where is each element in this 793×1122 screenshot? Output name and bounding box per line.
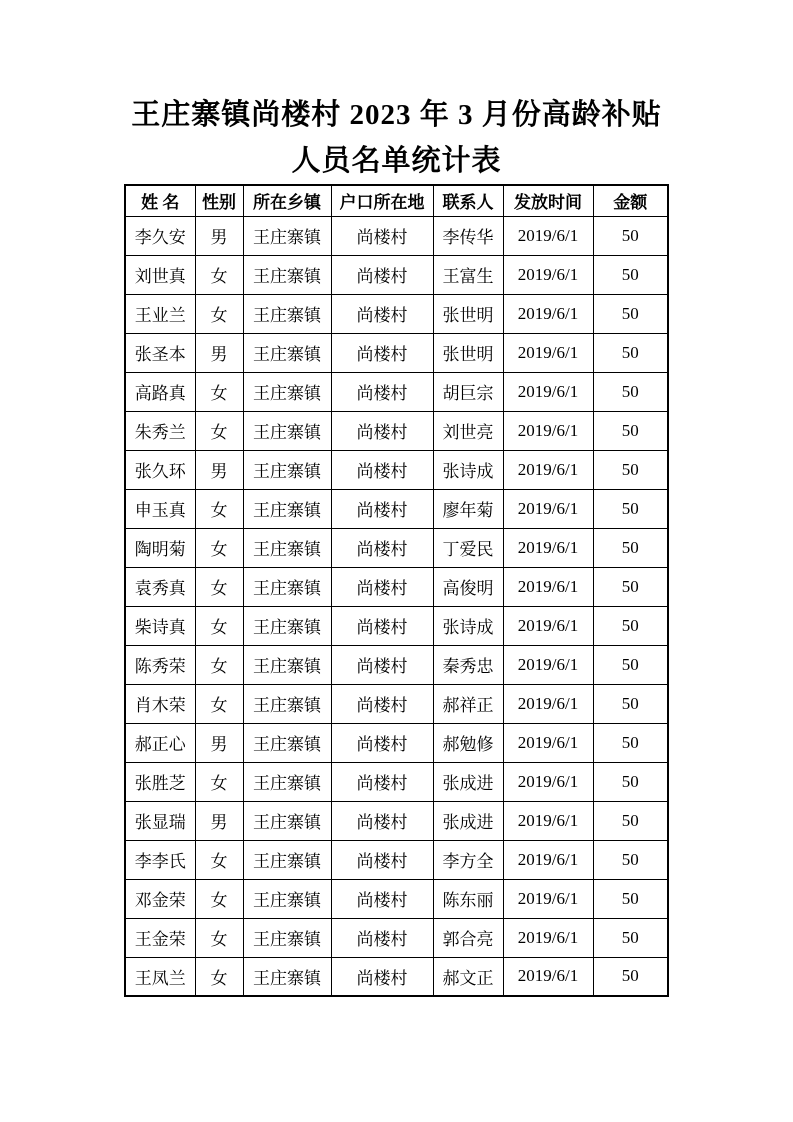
table-row [125,216,668,255]
table-cell: 尚楼村 [331,840,433,879]
table-row [125,684,668,723]
table-cell: 王庄寨镇 [243,372,331,411]
table-cell: 朱秀兰 [125,411,195,450]
column-header: 姓 名 [125,185,195,216]
table-cell: 男 [195,333,243,372]
table-cell: 王庄寨镇 [243,333,331,372]
table-cell: 2019/6/1 [503,762,593,801]
table-cell: 王庄寨镇 [243,918,331,957]
table-cell: 2019/6/1 [503,255,593,294]
column-header: 户口所在地 [331,185,433,216]
table-row [125,489,668,528]
table-cell: 尚楼村 [331,489,433,528]
table-cell: 尚楼村 [331,762,433,801]
table-cell: 郝文正 [433,957,503,996]
table-cell: 张诗成 [433,606,503,645]
table-cell: 50 [593,255,668,294]
table-row [125,411,668,450]
table-cell: 2019/6/1 [503,411,593,450]
table-cell: 50 [593,567,668,606]
table-cell: 丁爱民 [433,528,503,567]
table-cell: 女 [195,762,243,801]
table-cell: 李方全 [433,840,503,879]
table-cell: 尚楼村 [331,879,433,918]
table-cell: 50 [593,762,668,801]
table-cell: 50 [593,957,668,996]
table-cell: 男 [195,450,243,489]
document-title [0,0,793,184]
table-cell: 尚楼村 [331,294,433,333]
table-row [125,567,668,606]
table-cell: 2019/6/1 [503,372,593,411]
table-cell: 尚楼村 [331,450,433,489]
table-cell: 50 [593,879,668,918]
table-row [125,450,668,489]
table-cell: 张诗成 [433,450,503,489]
table-cell: 尚楼村 [331,723,433,762]
table-cell: 高俊明 [433,567,503,606]
table-cell: 申玉真 [125,489,195,528]
table-cell: 王庄寨镇 [243,723,331,762]
column-header: 所在乡镇 [243,185,331,216]
table-row [125,645,668,684]
table-row [125,606,668,645]
table-cell: 50 [593,372,668,411]
table-cell: 女 [195,567,243,606]
table-cell: 尚楼村 [331,216,433,255]
table-cell: 2019/6/1 [503,606,593,645]
table-cell: 张世明 [433,294,503,333]
table-cell: 女 [195,528,243,567]
table-cell: 王凤兰 [125,957,195,996]
table-cell: 郝祥正 [433,684,503,723]
table-cell: 王庄寨镇 [243,957,331,996]
table-cell: 李李氏 [125,840,195,879]
table-body [125,216,668,996]
table-cell: 张显瑞 [125,801,195,840]
column-header: 发放时间 [503,185,593,216]
table-cell: 刘世亮 [433,411,503,450]
table-row [125,333,668,372]
table-cell: 王庄寨镇 [243,216,331,255]
table-cell: 2019/6/1 [503,957,593,996]
table-cell: 50 [593,489,668,528]
table-cell: 王庄寨镇 [243,645,331,684]
table-cell: 2019/6/1 [503,528,593,567]
table-cell: 郭合亮 [433,918,503,957]
table-cell: 50 [593,645,668,684]
table-row [125,957,668,996]
table-cell: 2019/6/1 [503,489,593,528]
table-cell: 2019/6/1 [503,216,593,255]
table-cell: 男 [195,723,243,762]
table-cell: 柴诗真 [125,606,195,645]
table-row [125,294,668,333]
table-cell: 50 [593,840,668,879]
column-header: 性别 [195,185,243,216]
table-cell: 李传华 [433,216,503,255]
table-cell: 王富生 [433,255,503,294]
table-cell: 2019/6/1 [503,567,593,606]
table-cell: 王庄寨镇 [243,879,331,918]
table-cell: 女 [195,489,243,528]
table-cell: 尚楼村 [331,801,433,840]
table-cell: 王庄寨镇 [243,528,331,567]
table-cell: 女 [195,918,243,957]
table-cell: 50 [593,801,668,840]
table-cell: 王金荣 [125,918,195,957]
table-cell: 2019/6/1 [503,918,593,957]
table-cell: 女 [195,606,243,645]
table-cell: 2019/6/1 [503,684,593,723]
table-cell: 刘世真 [125,255,195,294]
table-cell: 张成进 [433,762,503,801]
table-cell: 尚楼村 [331,567,433,606]
table-cell: 50 [593,528,668,567]
table-cell: 陈东丽 [433,879,503,918]
table-cell: 50 [593,723,668,762]
table-cell: 女 [195,411,243,450]
table-cell: 2019/6/1 [503,294,593,333]
table-row [125,255,668,294]
table-row [125,723,668,762]
table-row [125,801,668,840]
table-cell: 2019/6/1 [503,333,593,372]
table-cell: 女 [195,840,243,879]
table-cell: 50 [593,606,668,645]
table-cell: 高路真 [125,372,195,411]
table-row [125,840,668,879]
table-cell: 张世明 [433,333,503,372]
table-cell: 王业兰 [125,294,195,333]
table-cell: 50 [593,333,668,372]
table-cell: 2019/6/1 [503,840,593,879]
table-cell: 王庄寨镇 [243,762,331,801]
column-header: 金额 [593,185,668,216]
table-row [125,918,668,957]
table-cell: 袁秀真 [125,567,195,606]
table-row [125,879,668,918]
table-cell: 50 [593,294,668,333]
table-cell: 张圣本 [125,333,195,372]
table-cell: 王庄寨镇 [243,255,331,294]
table-cell: 肖木荣 [125,684,195,723]
table-row [125,762,668,801]
table-cell: 王庄寨镇 [243,450,331,489]
title-line-1: 王庄寨镇尚楼村 2023 年 3 月份高龄补贴 [131,99,662,131]
table-row [125,528,668,567]
table-cell: 2019/6/1 [503,450,593,489]
table-cell: 2019/6/1 [503,879,593,918]
table-header-row [125,185,668,216]
table-cell: 女 [195,879,243,918]
table-cell: 女 [195,684,243,723]
table-cell: 王庄寨镇 [243,684,331,723]
table-cell: 尚楼村 [331,957,433,996]
table-cell: 张成进 [433,801,503,840]
table-cell: 男 [195,216,243,255]
table-cell: 女 [195,957,243,996]
table-cell: 尚楼村 [331,918,433,957]
table-cell: 郝勉修 [433,723,503,762]
table-cell: 陈秀荣 [125,645,195,684]
table-cell: 王庄寨镇 [243,489,331,528]
table-cell: 2019/6/1 [503,801,593,840]
table-cell: 尚楼村 [331,255,433,294]
table-cell: 男 [195,801,243,840]
table-row [125,372,668,411]
table-cell: 尚楼村 [331,606,433,645]
table-cell: 王庄寨镇 [243,606,331,645]
table-cell: 秦秀忠 [433,645,503,684]
table-cell: 尚楼村 [331,684,433,723]
table-cell: 女 [195,645,243,684]
table-cell: 廖年菊 [433,489,503,528]
table-cell: 尚楼村 [331,372,433,411]
table-cell: 李久安 [125,216,195,255]
table-cell: 王庄寨镇 [243,840,331,879]
table-cell: 邓金荣 [125,879,195,918]
table-cell: 尚楼村 [331,333,433,372]
column-header: 联系人 [433,185,503,216]
table-cell: 尚楼村 [331,528,433,567]
table-cell: 尚楼村 [331,645,433,684]
table-cell: 50 [593,216,668,255]
table-cell: 尚楼村 [331,411,433,450]
table-cell: 女 [195,255,243,294]
table-cell: 50 [593,918,668,957]
table-cell: 王庄寨镇 [243,411,331,450]
table-cell: 50 [593,450,668,489]
table-cell: 女 [195,372,243,411]
table-cell: 50 [593,684,668,723]
table-cell: 2019/6/1 [503,723,593,762]
table-cell: 2019/6/1 [503,645,593,684]
table-cell: 50 [593,411,668,450]
table-cell: 王庄寨镇 [243,294,331,333]
table-cell: 张胜芝 [125,762,195,801]
title-line-2: 人员名单统计表 [291,145,502,177]
table-cell: 陶明菊 [125,528,195,567]
table-cell: 王庄寨镇 [243,567,331,606]
subsidy-table [124,184,669,997]
table-cell: 女 [195,294,243,333]
table-cell: 张久环 [125,450,195,489]
table-cell: 郝正心 [125,723,195,762]
table-cell: 王庄寨镇 [243,801,331,840]
table-cell: 胡巨宗 [433,372,503,411]
